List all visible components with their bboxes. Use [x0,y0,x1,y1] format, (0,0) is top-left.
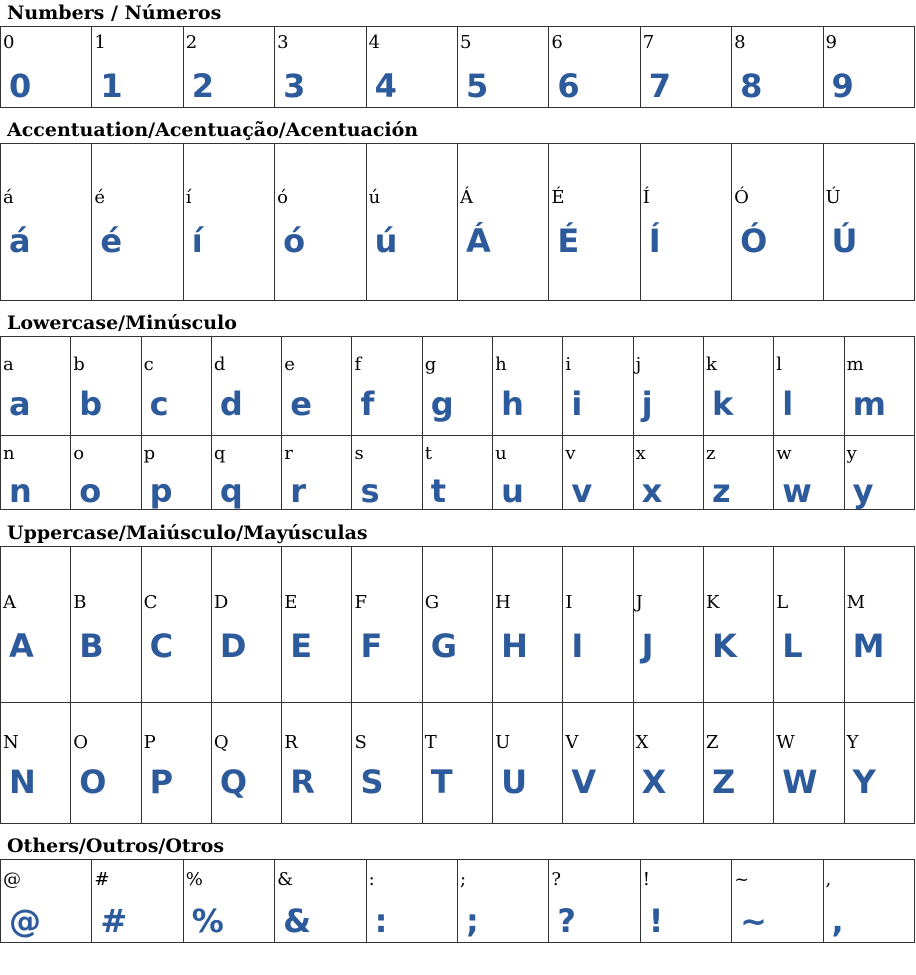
lowercase-label: m [846,354,864,375]
uppercase-cell [633,547,703,703]
lowercase-glyph-sample: k [711,385,734,423]
symbol-cell [640,860,731,943]
lowercase-label: k [705,354,717,375]
lowercase-cell [563,337,633,436]
uppercase-label: Z [705,732,719,753]
lowercase-label: x [635,442,646,464]
number-glyph-sample: 4 [374,67,397,105]
lowercase-glyph-sample: d [219,385,243,423]
symbol-cell [549,860,640,943]
lowercase-glyph-sample: z [711,471,731,510]
lowercase-cell [493,435,563,509]
uppercase-label: A [3,592,16,613]
uppercase-label: R [284,732,298,753]
uppercase-cell [563,703,633,824]
uppercase-cell [71,547,141,703]
uppercase-cell [352,547,422,703]
uppercase-label: O [73,732,89,753]
lowercase-cell [844,435,914,509]
number-label: 1 [94,32,106,53]
lowercase-cell [422,435,492,509]
symbol-label: # [94,869,110,890]
symbol-label: , [825,869,832,890]
section-title-lowercase: Lowercase/Minúsculo [7,312,237,334]
lowercase-cell [352,435,422,509]
uppercase-cell [141,547,211,703]
lowercase-cell [633,435,703,509]
uppercase-cell [703,547,773,703]
uppercase-label: C [143,592,158,613]
symbol-glyph-sample: # [100,902,128,940]
lowercase-label: u [495,442,507,464]
lowercase-glyph-sample: h [501,385,524,423]
uppercase-label: K [705,592,720,613]
number-cell [549,27,640,108]
uppercase-label: X [635,732,649,753]
lowercase-cell [1,337,71,436]
lowercase-glyph-sample: o [79,471,102,510]
uppercase-glyph-sample: P [149,763,174,801]
uppercase-glyph-sample: Y [852,763,876,801]
lowercase-glyph-sample: f [360,385,375,423]
accent-glyph-sample: ú [374,222,398,260]
number-glyph-sample: 6 [557,67,580,105]
lowercase-cell [282,435,352,509]
uppercase-cell [422,547,492,703]
symbol-glyph-sample: ? [557,902,576,940]
lowercase-glyph-sample: s [360,471,380,510]
number-label: 3 [277,32,289,53]
uppercase-cell [774,703,844,824]
section-title-uppercase: Uppercase/Maiúsculo/Mayúsculas [7,522,368,544]
uppercase-glyph-sample: H [501,627,528,665]
accent-label: é [94,187,106,208]
accent-glyph-sample: á [9,222,31,260]
accent-glyph-sample: Á [465,222,491,260]
lowercase-label: j [635,354,642,375]
lowercase-glyph-sample: c [149,385,169,423]
number-glyph-sample: 2 [191,67,215,105]
uppercase-cell [282,703,352,824]
accent-cell [732,144,823,301]
symbol-label: ! [642,869,650,890]
uppercase-glyph-sample: Z [711,763,736,801]
uppercase-glyph-sample: O [79,763,107,801]
lowercase-cell [633,337,703,436]
uppercase-glyph-sample: M [852,627,885,665]
section-title-numbers: Numbers / Números [7,2,222,24]
section-title-accents: Accentuation/Acentuação/Acentuación [7,119,419,141]
section-title-others: Others/Outros/Otros [7,835,225,857]
lowercase-glyph-sample: g [430,385,454,423]
symbol-glyph-sample: % [191,902,224,940]
lowercase-glyph-sample: p [149,471,173,510]
accent-cell [366,144,457,301]
symbol-glyph-sample: ; [465,902,479,940]
numbers-table [0,26,915,108]
accent-cell [823,144,914,301]
accent-label: Á [459,187,473,208]
lowercase-cell [282,337,352,436]
uppercase-cell [633,703,703,824]
uppercase-glyph-sample: C [149,627,174,665]
lowercase-glyph-sample: n [9,471,32,510]
uppercase-glyph-sample: I [571,627,584,665]
number-cell [183,27,274,108]
accents-table [0,143,915,301]
accent-glyph-sample: í [191,222,203,260]
lowercase-label: i [565,354,572,375]
uppercase-label: U [495,732,511,753]
lowercase-cell [141,435,211,509]
lowercase-table [0,336,915,510]
uppercase-cell [422,703,492,824]
accent-label: É [551,187,565,208]
lowercase-cell [1,435,71,509]
lowercase-cell [703,337,773,436]
lowercase-label: z [705,442,716,464]
uppercase-label: Y [846,732,859,753]
uppercase-cell [563,547,633,703]
uppercase-cell [211,703,281,824]
accent-cell [457,144,548,301]
symbol-label: % [185,869,203,890]
number-cell [457,27,548,108]
symbol-label: ~ [734,869,750,890]
number-cell [366,27,457,108]
uppercase-label: M [846,592,865,613]
number-glyph-sample: 8 [740,67,763,105]
uppercase-glyph-sample: N [9,763,36,801]
accent-glyph-sample: É [557,222,580,260]
uppercase-cell [1,547,71,703]
lowercase-glyph-sample: e [290,385,312,423]
accent-glyph-sample: Í [648,222,661,260]
symbol-label: @ [3,869,21,890]
lowercase-label: c [143,354,154,375]
uppercase-glyph-sample: E [290,627,313,665]
uppercase-cell [1,703,71,824]
symbol-glyph-sample: & [283,902,312,940]
number-label: 2 [185,32,198,53]
uppercase-label: V [565,732,579,753]
accent-label: ú [368,187,381,208]
symbol-glyph-sample: ! [648,902,664,940]
accent-label: Í [642,187,650,208]
uppercase-cell [493,703,563,824]
uppercase-label: H [495,592,511,613]
lowercase-glyph-sample: b [79,385,103,423]
uppercase-glyph-sample: B [79,627,104,665]
lowercase-glyph-sample: y [852,471,874,510]
uppercase-cell [352,703,422,824]
number-label: 4 [368,32,381,53]
number-glyph-sample: 5 [465,67,489,105]
lowercase-label: n [3,442,15,464]
uppercase-glyph-sample: V [571,763,597,801]
symbol-label: & [277,869,294,890]
uppercase-label: Q [213,732,229,753]
symbol-glyph-sample: @ [9,902,41,940]
lowercase-glyph-sample: u [501,471,524,510]
lowercase-cell [774,337,844,436]
lowercase-glyph-sample: w [782,471,812,510]
lowercase-glyph-sample: a [9,385,31,423]
number-label: 7 [642,32,655,53]
lowercase-cell [844,337,914,436]
uppercase-label: N [3,732,19,753]
number-label: 0 [3,32,15,53]
number-glyph-sample: 1 [100,67,123,105]
symbol-cell [183,860,274,943]
accent-label: á [3,187,14,208]
symbol-glyph-sample: : [374,902,388,940]
symbol-glyph-sample: ~ [740,902,767,940]
lowercase-cell [352,337,422,436]
lowercase-cell [71,337,141,436]
accent-cell [183,144,274,301]
lowercase-label: h [495,354,507,375]
number-cell [823,27,914,108]
lowercase-cell [211,435,281,509]
uppercase-glyph-sample: U [501,763,528,801]
lowercase-label: g [424,354,437,375]
accent-glyph-sample: é [100,222,123,260]
uppercase-glyph-sample: S [360,763,384,801]
accent-glyph-sample: Ó [740,222,768,260]
number-cell [640,27,731,108]
uppercase-glyph-sample: A [9,627,34,665]
lowercase-cell [774,435,844,509]
uppercase-glyph-sample: D [219,627,247,665]
number-label: 6 [551,32,563,53]
uppercase-cell [844,703,914,824]
accent-cell [640,144,731,301]
uppercase-cell [141,703,211,824]
lowercase-cell [703,435,773,509]
lowercase-label: p [143,442,156,464]
lowercase-label: w [776,442,792,464]
number-glyph-sample: 0 [9,67,32,105]
accent-glyph-sample: ó [283,222,306,260]
number-glyph-sample: 3 [283,67,306,105]
uppercase-cell [703,703,773,824]
lowercase-glyph-sample: v [571,471,593,510]
uppercase-cell [774,547,844,703]
symbol-label: ; [459,869,467,890]
symbol-cell [732,860,823,943]
lowercase-label: r [284,442,293,464]
lowercase-label: q [213,442,226,464]
lowercase-glyph-sample: j [641,385,653,423]
accent-glyph-sample: Ú [831,222,858,260]
uppercase-label: T [424,732,437,753]
lowercase-glyph-sample: i [571,385,583,423]
number-cell [275,27,366,108]
uppercase-cell [844,547,914,703]
uppercase-label: P [143,732,156,753]
uppercase-label: I [565,592,573,613]
accent-cell [1,144,92,301]
lowercase-cell [141,337,211,436]
accent-label: ó [277,187,289,208]
symbol-cell [275,860,366,943]
lowercase-label: v [565,442,576,464]
lowercase-label: s [354,442,364,464]
uppercase-glyph-sample: Q [219,763,248,801]
accent-label: í [185,187,192,208]
lowercase-label: b [73,354,85,375]
symbol-label: : [368,869,375,890]
number-label: 9 [825,32,837,53]
lowercase-cell [493,337,563,436]
uppercase-glyph-sample: L [782,627,803,665]
lowercase-glyph-sample: t [430,471,447,510]
lowercase-label: a [3,354,14,375]
lowercase-label: t [424,442,433,464]
uppercase-label: D [213,592,229,613]
lowercase-glyph-sample: r [290,471,306,510]
uppercase-table [0,546,915,824]
uppercase-cell [282,547,352,703]
accent-cell [549,144,640,301]
uppercase-label: L [776,592,789,613]
lowercase-cell [211,337,281,436]
uppercase-label: F [354,592,367,613]
uppercase-cell [71,703,141,824]
number-label: 5 [459,32,472,53]
accent-cell [275,144,366,301]
lowercase-label: y [846,442,857,464]
uppercase-cell [493,547,563,703]
symbol-cell [823,860,914,943]
uppercase-glyph-sample: J [641,627,654,665]
number-label: 8 [734,32,746,53]
lowercase-glyph-sample: q [219,471,243,510]
uppercase-glyph-sample: R [290,763,315,801]
symbol-cell [92,860,183,943]
symbol-cell [1,860,92,943]
uppercase-label: G [424,592,440,613]
uppercase-label: W [776,732,795,753]
uppercase-label: S [354,732,367,753]
lowercase-cell [422,337,492,436]
number-glyph-sample: 7 [648,67,671,105]
lowercase-label: f [354,354,362,375]
symbol-cell [457,860,548,943]
symbol-cell [366,860,457,943]
lowercase-glyph-sample: x [641,471,663,510]
lowercase-label: l [776,354,783,375]
others-table [0,859,915,943]
uppercase-glyph-sample: K [711,627,737,665]
number-cell [1,27,92,108]
accent-label: Ú [825,187,841,208]
uppercase-label: B [73,592,87,613]
accent-cell [92,144,183,301]
uppercase-label: J [635,592,643,613]
lowercase-glyph-sample: l [782,385,794,423]
symbol-label: ? [551,869,561,890]
lowercase-label: o [73,442,85,464]
lowercase-cell [563,435,633,509]
uppercase-glyph-sample: F [360,627,383,665]
lowercase-label: d [213,354,226,375]
accent-label: Ó [734,187,749,208]
lowercase-label: e [284,354,295,375]
uppercase-glyph-sample: T [430,763,453,801]
uppercase-glyph-sample: X [641,763,667,801]
uppercase-glyph-sample: W [782,763,818,801]
uppercase-cell [211,547,281,703]
number-glyph-sample: 9 [831,67,854,105]
number-cell [732,27,823,108]
uppercase-label: E [284,592,298,613]
lowercase-cell [71,435,141,509]
symbol-glyph-sample: , [831,902,844,940]
uppercase-glyph-sample: G [430,627,458,665]
number-cell [92,27,183,108]
lowercase-glyph-sample: m [852,385,886,423]
